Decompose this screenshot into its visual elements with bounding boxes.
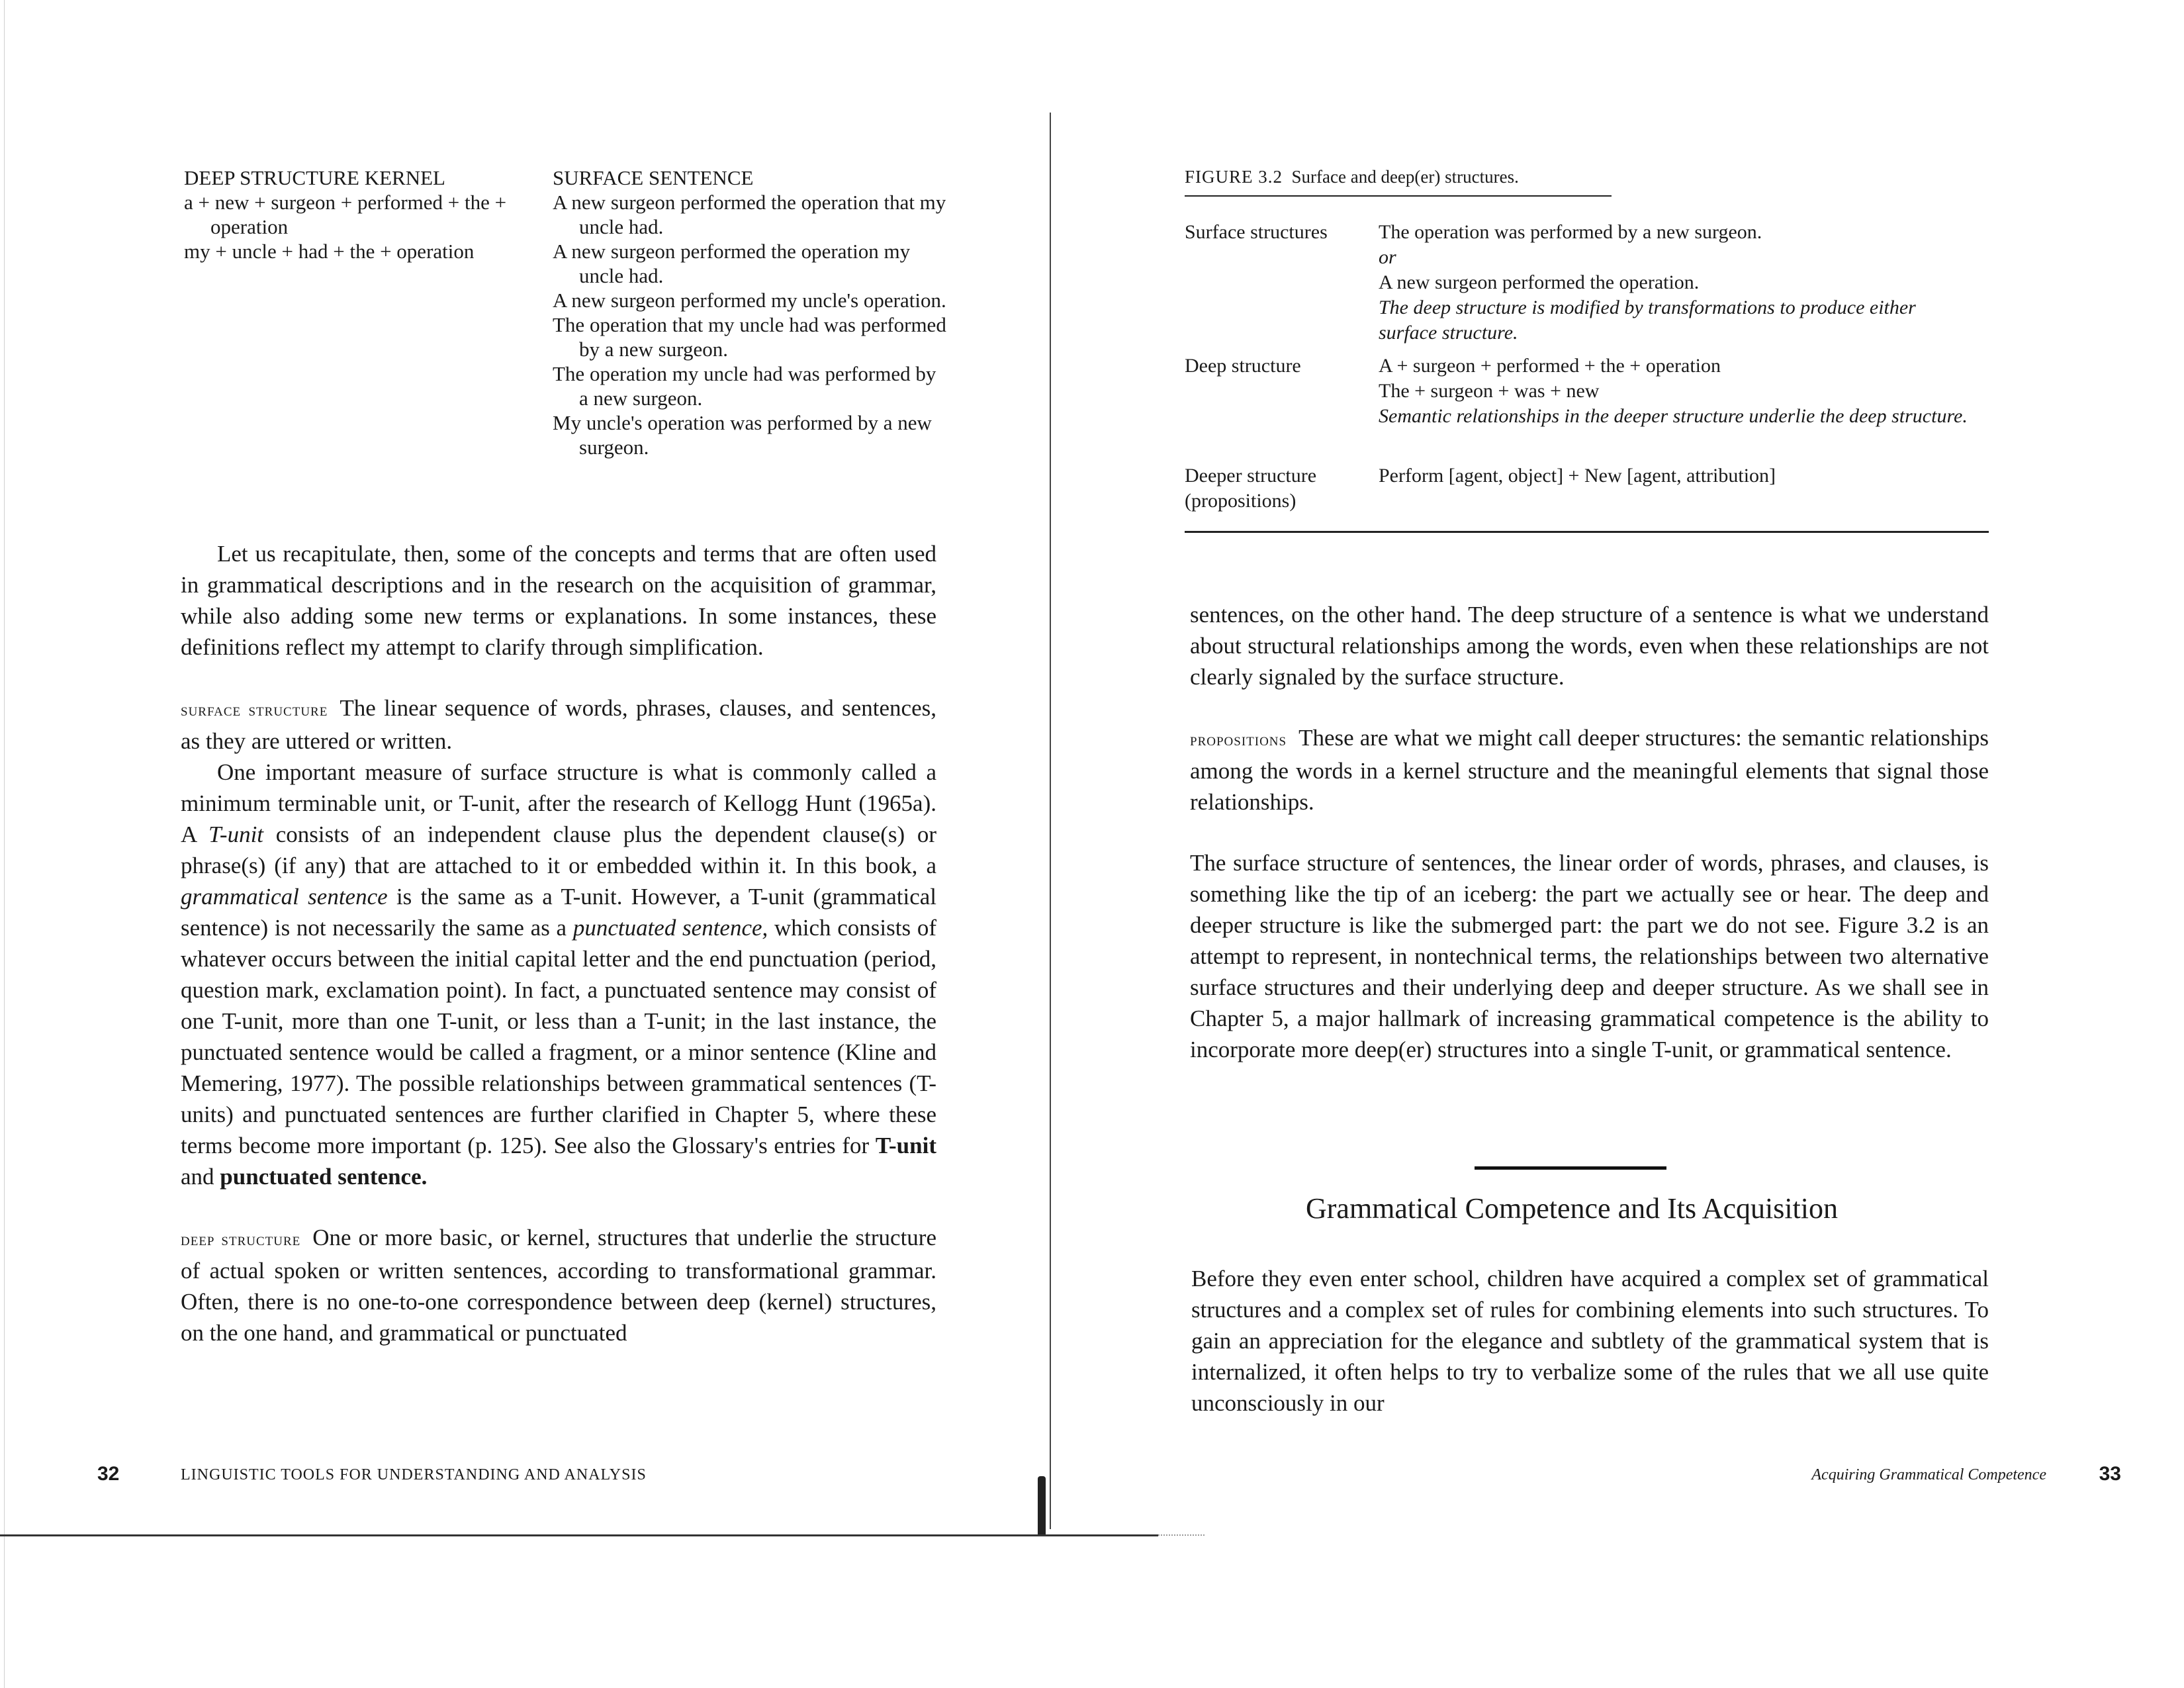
spine-shadow — [1038, 1476, 1046, 1536]
page-bottom-edge — [0, 1534, 1158, 1536]
surface-structure-text: The linear sequence of words, phrases, clauses, and sentences, as they are uttered or written. — [181, 695, 937, 754]
page-number: 33 — [2099, 1463, 2121, 1485]
page-number: 32 — [97, 1463, 120, 1485]
running-head: LINGUISTIC TOOLS FOR UNDERSTANDING AND ANALYSIS — [181, 1466, 647, 1483]
surface-sentence-line: The operation that my uncle had was performed by a new surgeon. — [553, 313, 946, 361]
tunit-text: consists of an independent clause plus the dependent clause(s) or phrase(s) (if any) that are attached to it or embedded within it. In this book, a — [181, 821, 936, 878]
tunit-text: and — [181, 1164, 220, 1190]
surface-sentence-line: A new surgeon performed the operation that my uncle had. — [553, 191, 946, 238]
deep-structure-term: deep structure — [181, 1229, 301, 1249]
figure-label: FIGURE 3.2 — [1185, 167, 1283, 187]
figure-note: The deep structure is modified by transformations to produce either surface structure. — [1379, 297, 1916, 344]
glossary-punctuated-sentence: punctuated sentence. — [220, 1164, 428, 1190]
figure-bottom-rule — [1185, 531, 1989, 533]
surface-structure-term: surface structure — [181, 700, 328, 720]
right-page — [1052, 0, 2184, 1688]
figure-line: The + surgeon + was + new — [1379, 380, 1600, 402]
figure-row-label: Surface structures — [1185, 221, 1328, 243]
figure-title: Surface and deep(er) structures. — [1291, 167, 1519, 187]
figure-row-label: Deep structure — [1185, 355, 1301, 377]
figure-top-rule — [1185, 195, 1612, 197]
deep-structure-kernel-column — [184, 165, 515, 263]
recap-paragraph: Let us recapitulate, then, some of the concepts and terms that are often used in grammatical descriptions and in the research on the acquisition of grammar, while also adding some new terms or explanations. In some instances, these definitions reflect my attempt to clarify through simplification. — [181, 541, 936, 660]
deep-kernel-header: DEEP STRUCTURE KERNEL — [184, 166, 445, 189]
section-paragraph: Before they even enter school, children have acquired a complex set of grammatical structures and a complex set of rules for combining elements into such structures. To gain an appreciation for the elegance and subtlety of the grammatical system that is internalized, it often helps to try to verbalize some of the rules that we all use quite unconsciously in our — [1191, 1266, 1989, 1416]
section-body-text — [1191, 1263, 1989, 1419]
surface-sentence-line: A new surgeon performed my uncle's operation. — [553, 289, 946, 312]
left-body-text — [181, 538, 936, 1348]
deep-structure-definition — [181, 1222, 936, 1348]
tunit-text: which consists of whatever occurs between the initial capital letter and the end punctuation (period, question mark, exclamation point). In fact, a punctuated sentence may consist of one T-unit, more than one T-unit, or less than a T-unit; in the last instance, the punctuated sentence would be called a fragment, or a minor sentence (Kline and Memering, 1977). The possible relationships between grammatical sentences (T-units) and punctuated sentences are further clarified in Chapter 5, where these terms become more important (p. 125). See also the Glossary's entries for — [181, 915, 936, 1158]
figure-caption — [1185, 167, 1519, 187]
propositions-definition — [1190, 722, 1989, 818]
propositions-text: These are what we might call deeper structures: the semantic relationships among the words in a kernel structure and the meaningful elements that signal those relationships. — [1190, 725, 1989, 815]
surface-sentence-line: A new surgeon performed the operation my uncle had. — [553, 240, 911, 287]
figure-note: Semantic relationships in the deeper structure underlie the deep structure. — [1379, 405, 1968, 427]
figure-row-body — [1379, 353, 1974, 429]
grammatical-sentence-term: grammatical sentence — [181, 884, 388, 910]
glossary-tunit: T-unit — [875, 1133, 936, 1158]
surface-structure-definition — [181, 692, 936, 757]
left-page — [0, 0, 1052, 1688]
figure-row-label: Deeper structure (propositions) — [1185, 465, 1317, 512]
figure-line: The operation was performed by a new surgeon. — [1379, 221, 1762, 243]
right-body-text — [1190, 599, 1989, 1065]
deep-structure-text: One or more basic, or kernel, structures that underlie the structure of actual spoken or written sentences, according to transformational grammar. Often, there is no one-to-one correspondence between deep (kernel) structures, on the one hand, and grammatical or punctuated — [181, 1225, 936, 1346]
surface-sentence-line: The operation my uncle had was performed by a new surgeon. — [553, 362, 936, 410]
continuation-paragraph: sentences, on the other hand. The deep structure of a sentence is what we understand about structural relationships among the words, even when these relationships are not clearly signaled by the surface structure. — [1190, 602, 1989, 690]
propositions-term: propositions — [1190, 729, 1287, 749]
section-heading: Grammatical Competence and Its Acquisition — [1305, 1192, 1838, 1225]
figure-row-body — [1379, 220, 1974, 346]
surface-sentence-header: SURFACE SENTENCE — [553, 166, 754, 189]
running-head: Acquiring Grammatical Competence — [1811, 1466, 2046, 1483]
figure-row-body — [1379, 463, 1974, 489]
tunit-text: is the same as a T-unit. However, a T-unit (grammatical sentence) is not necessarily the same as a — [181, 884, 936, 941]
punctuated-sentence-term: punctuated sentence, — [572, 915, 768, 941]
kernel-line: my + uncle + had + the + operation — [184, 240, 475, 263]
iceberg-paragraph: The surface structure of sentences, the linear order of words, phrases, and clauses, is something like the tip of an iceberg: the part we actually see or hear. The deep and deeper structure is like the submerged part: the part we do not see. Figure 3.2 is an attempt to represent, in nontechnical terms, the relationships between two alternative surface structures and their underlying deep and deeper structure. As we shall see in Chapter 5, a major hallmark of increasing grammatical competence is the ability to incorporate more deep(er) structures into a single T-unit, or grammatical sentence. — [1190, 850, 1989, 1062]
book-spine — [1050, 113, 1051, 1529]
figure-line: or — [1379, 246, 1396, 268]
tunit-paragraph — [181, 757, 936, 1192]
surface-sentence-line: My uncle's operation was performed by a new surgeon. — [553, 411, 932, 459]
figure-line: A new surgeon performed the operation. — [1379, 271, 1700, 293]
kernel-line: a + new + surgeon + performed + the + operation — [184, 191, 507, 238]
surface-sentence-column — [553, 165, 950, 459]
tunit-term: T-unit — [208, 821, 264, 847]
section-heading-rule — [1475, 1166, 1666, 1170]
figure-line: Perform [agent, object] + New [agent, attribution] — [1379, 465, 1776, 487]
tunit-text: One important measure of surface structure is what is commonly called a minimum terminable unit, or T-unit, after the research of Kellogg Hunt (1965a). A — [181, 759, 936, 847]
figure-line: A + surgeon + performed + the + operation — [1379, 355, 1721, 377]
